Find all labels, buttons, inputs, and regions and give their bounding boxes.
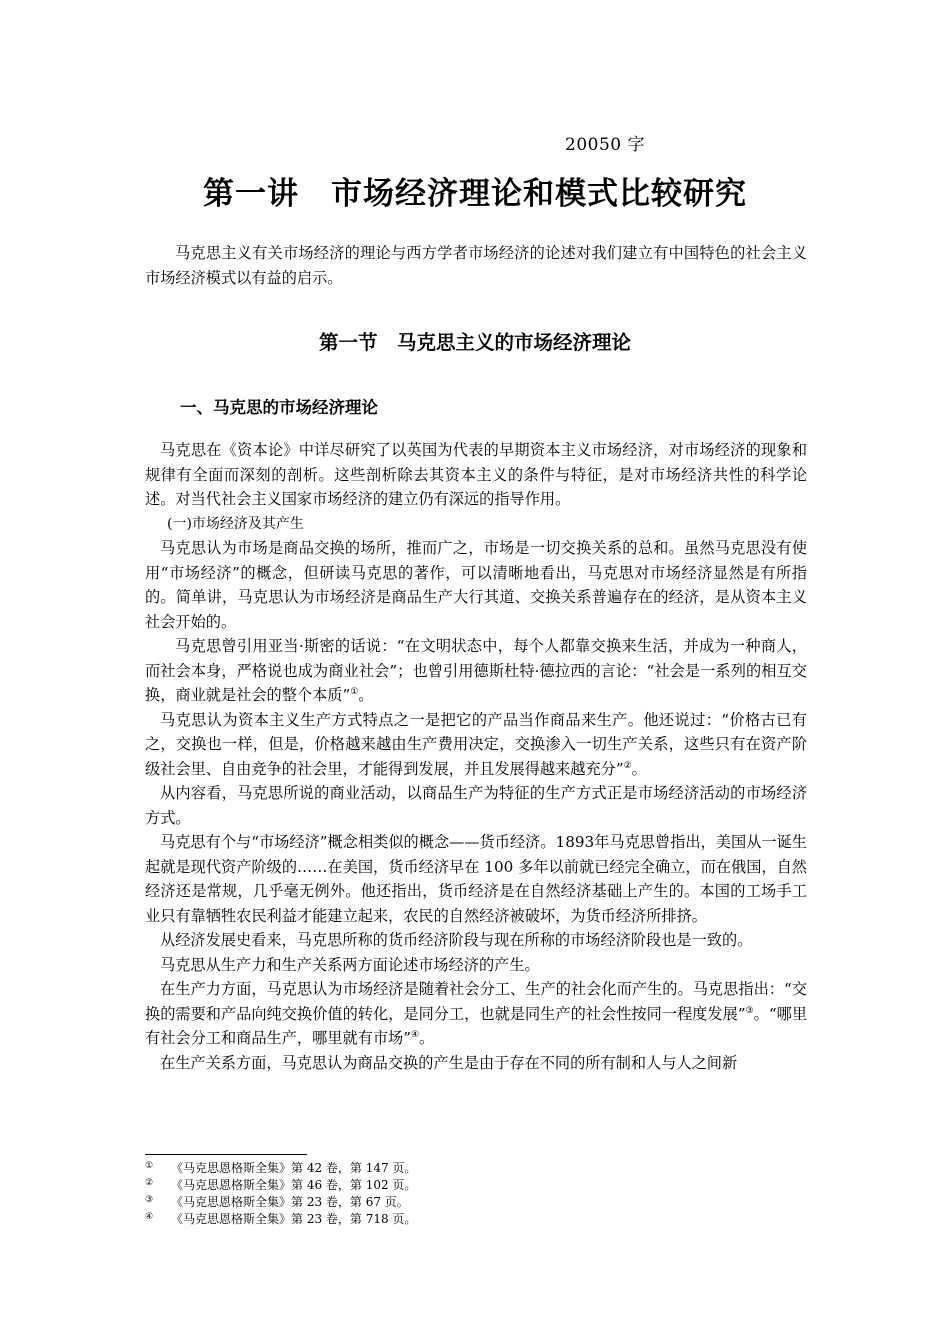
footnote-text: 《马克思恩格斯全集》第 42 卷，第 147 页。 xyxy=(171,1161,417,1175)
footnote-3 xyxy=(145,1194,745,1211)
paragraph-4-end: 。 xyxy=(631,759,647,778)
footnote-mark: ② xyxy=(145,1178,154,1188)
paragraph-2: 马克思认为市场是商品交换的场所，推而广之，市场是一切交换关系的总和。虽然马克思没有使用“市场经济”的概念，但研读马克思的著作，可以清晰地看出，马克思对市场经济显然是有所指的。简单讲，马克思认为市场经济是商品生产大行其道、交换关系普遍存在的经济，是从资本主义社会开始的。 xyxy=(145,539,807,631)
paragraph-5: 从内容看，马克思所说的商业活动，以商品生产为特征的生产方式正是市场经济活动的市场经济方式。 xyxy=(145,784,807,827)
footnote-ref-2[interactable]: ② xyxy=(623,760,632,771)
footnote-ref-4[interactable]: ④ xyxy=(410,1030,420,1040)
footnote-divider xyxy=(145,1154,307,1155)
subsection-title: 一、马克思的市场经济理论 xyxy=(180,398,378,417)
paragraph-3 xyxy=(145,634,807,708)
paragraph-4 xyxy=(145,708,807,782)
footnote-text: 《马克思恩格斯全集》第 23 卷，第 718 页。 xyxy=(171,1212,417,1226)
paragraph-7: 从经济发展史看来，马克思所称的货币经济阶段与现在所称的市场经济阶段也是一致的。 xyxy=(160,931,753,949)
paragraph-3-text: 马克思曾引用亚当·斯密的话说：“在文明状态中，每个人都靠交换来生活，并成为一种商人，而社会本身，严格说也成为商业社会”；也曾引用德斯杜特·德拉西的言论：“社会是一系列的相互交换，商业就是社会的整个本质” xyxy=(145,637,807,704)
paragraph-1: 马克思在《资本论》中详尽研究了以英国为代表的早期资本主义市场经济，对市场经济的现象和规律有全面而深刻的剖析。这些剖析除去其资本主义的条件与特征，是对市场经济共性的科学论述。对当代社会主义国家市场经济的建立仍有深远的指导作用。 xyxy=(145,441,807,508)
paragraph-3-end: 。 xyxy=(358,686,374,704)
intro-paragraph: 马克思主义有关市场经济的理论与西方学者市场经济的论述对我们建立有中国特色的社会主义市场经济模式以有益的启示。 xyxy=(145,244,807,287)
footnote-text: 《马克思恩格斯全集》第 23 卷，第 67 页。 xyxy=(171,1195,409,1209)
footnote-2 xyxy=(145,1177,745,1194)
subheading-1: (一)市场经济及其产生 xyxy=(167,515,304,532)
footnote-ref-1[interactable]: ① xyxy=(350,687,359,697)
paragraph-8: 马克思从生产力和生产关系两方面论述市场经济的产生。 xyxy=(160,955,540,974)
paragraph-10: 在生产关系方面，马克思认为商品交换的产生是由于存在不同的所有制和人与人之间新 xyxy=(160,1053,738,1072)
footnote-1 xyxy=(145,1160,745,1177)
word-count: 20050 字 xyxy=(565,135,645,155)
paragraph-9-end: 。 xyxy=(419,1029,435,1047)
footnote-ref-3[interactable]: ③ xyxy=(745,1005,754,1016)
footnotes xyxy=(145,1160,745,1228)
body-content xyxy=(145,438,807,1075)
paragraph-4-text: 马克思认为资本主义生产方式特点之一是把它的产品当作商品来生产。他还说过：“价格古已有之，交换也一样，但是，价格越来越由生产费用决定，交换渗入一切生产关系，这些只有在资产阶级社会里、自由竞争的社会里，才能得到发展，并且发展得越来越充分” xyxy=(145,710,807,778)
paragraph-9 xyxy=(145,977,807,1051)
footnote-4 xyxy=(145,1211,745,1228)
paragraph-6: 马克思有个与“市场经济”概念相类似的概念——货币经济。1893年马克思曾指出，美国从一诞生起就是现代资产阶级的……在美国，货币经济早在 100 多年以前就已经完全确立，而在俄国，自然经济还是常规，几乎毫无例外。他还指出，货币经济是在自然经济基础上产生的。本国的工场手工业只有靠牺牲农民利益才能建立起来，农民的自然经济被破坏，为货币经济所排挤。 xyxy=(145,833,807,925)
paragraph-9-text-b: 。“哪里有社会分工和商品生产，哪里就有市场” xyxy=(145,1004,808,1047)
lecture-title: 第一讲 市场经济理论和模式比较研究 xyxy=(203,176,747,212)
footnote-mark: ③ xyxy=(145,1195,154,1205)
section-title: 第一节 马克思主义的市场经济理论 xyxy=(318,331,631,354)
paragraph-9-text-a: 在生产力方面，马克思认为市场经济是随着社会分工、生产的社会化而产生的。马克思指出：“交换的需要和产品向纯交换价值的转化，是同分工，也就是同生产的社会性按同一程度发展” xyxy=(145,980,807,1023)
footnote-text: 《马克思恩格斯全集》第 46 卷，第 102 页。 xyxy=(171,1178,417,1192)
footnote-mark: ④ xyxy=(145,1212,154,1222)
footnote-mark: ① xyxy=(145,1161,154,1171)
